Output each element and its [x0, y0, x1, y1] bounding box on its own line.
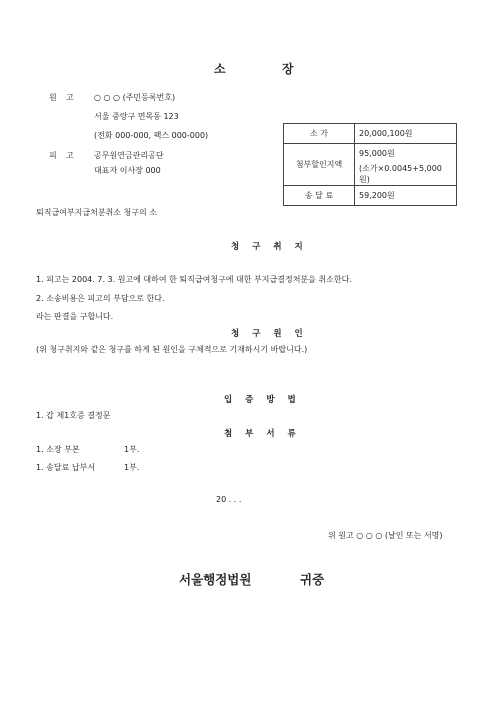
claim-cause-heading: 청 구 원 인: [231, 329, 308, 339]
fee-label: 소 가: [284, 124, 355, 144]
defendant-representative: 대표자 이사장 000: [94, 166, 161, 175]
fee-row-amount: [284, 124, 457, 144]
fee-formula: (소가×0.0045+5,000원): [355, 163, 457, 186]
plaintiff-address: 서울 중랑구 면목동 123: [94, 112, 179, 121]
court-suffix: 귀중: [300, 572, 325, 587]
plaintiff-label-left: 원: [49, 93, 57, 102]
title-left: 소: [214, 62, 226, 76]
fee-row-postage: [284, 186, 457, 206]
claim-purpose-line: 라는 판결을 구합니다.: [36, 312, 114, 321]
attachment-name: 1. 소장 부본: [36, 445, 80, 454]
plaintiff-label-right: 고: [66, 93, 74, 102]
defendant-label-right: 고: [66, 151, 74, 160]
fee-value: 20,000,100원: [355, 124, 457, 144]
fee-label: 송 달 료: [284, 186, 355, 206]
attachment-name: 1. 송달료 납부서: [36, 463, 96, 472]
fee-table: [283, 123, 457, 206]
court-name: 서울행정법원: [179, 572, 252, 587]
fee-value: 59,200원: [355, 186, 457, 206]
attachments-heading: 첨 부 서 류: [224, 429, 301, 439]
claim-purpose-heading: 청 구 취 지: [231, 242, 308, 252]
claim-purpose-line: 2. 소송비용은 피고의 부담으로 한다.: [36, 294, 165, 303]
case-name: 퇴직급여부지급처분취소 청구의 소: [36, 208, 158, 217]
fee-value: 95,000원: [355, 144, 457, 164]
evidence-heading: 입 증 방 법: [224, 395, 301, 405]
plaintiff-name: ○ ○ ○ (주민등록번호): [94, 93, 176, 102]
defendant-name: 공무원연금관리공단: [94, 151, 164, 160]
evidence-item: 1. 갑 제1호증 결정문: [36, 411, 111, 420]
title-right: 장: [282, 62, 294, 76]
attachment-qty: 1부.: [124, 445, 140, 454]
claim-cause-text: (위 청구취지와 같은 청구를 하게 된 원인을 구체적으로 기재하시기 바랍니다.): [36, 345, 308, 354]
fee-row-stamp: [284, 144, 457, 164]
filing-date: 20 . . .: [216, 495, 242, 504]
signature-line: 위 원고 ○ ○ ○ (날인 또는 서명): [328, 531, 443, 540]
claim-purpose-line: 1. 피고는 2004. 7. 3. 원고에 대하여 한 퇴직급여청구에 대한 부지급결정처분을 취소한다.: [36, 275, 352, 284]
attachment-qty: 1부.: [124, 463, 140, 472]
plaintiff-contact: (전화 000-000, 팩스 000-000): [94, 131, 209, 140]
defendant-label-left: 피: [49, 151, 57, 160]
fee-label: 첨부할인지액: [284, 144, 355, 186]
